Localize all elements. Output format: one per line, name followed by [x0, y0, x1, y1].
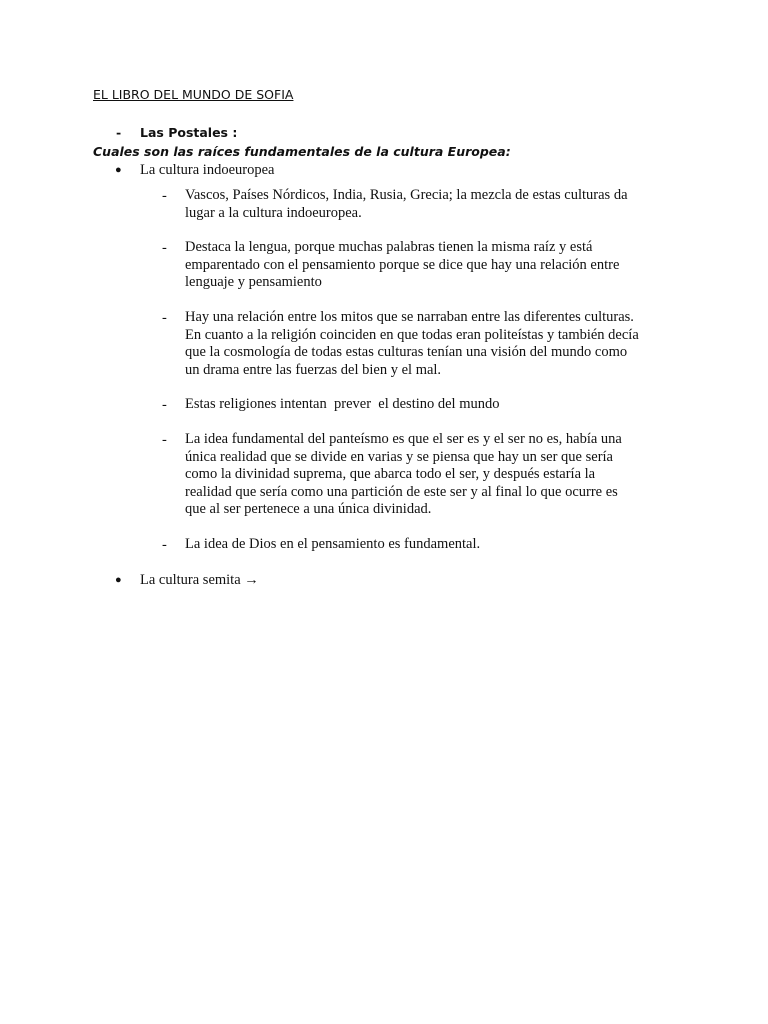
subheading-postales: Las Postales :: [140, 125, 238, 140]
list-item: Hay una relación entre los mitos que se narraban entre las diferentes culturas. En cuanto a la religión coinciden en que todas eran politeístas y también decía que la cosmología de todas estas culturas tenían una visión del mundo como un drama entre las fuerzas del bien y el mal.: [185, 309, 639, 378]
list-item: La idea fundamental del panteísmo es que el ser es y el ser no es, había una única realidad que se divide en varias y se piensa que hay un ser que sería como la divinidad suprema, que abarca todo el ser, y después estaría la realidad que sería como una partición de este ser y al final lo que ocurre es que al ser pertenece a una única divinidad.: [185, 431, 622, 517]
question-heading: Cuales son las raíces fundamentales de la cultura Europea:: [93, 144, 511, 159]
list-item: Vascos, Países Nórdicos, India, Rusia, Grecia; la mezcla de estas culturas da lugar a la cultura indoeuropea.: [185, 187, 628, 221]
dash-marker: -: [162, 188, 167, 204]
list-item: Estas religiones intentan prever el destino del mundo: [185, 396, 500, 412]
dash-marker: -: [162, 240, 167, 256]
list-item: La idea de Dios en el pensamiento es fundamental.: [185, 536, 481, 552]
dash-marker: -: [162, 310, 167, 326]
section-label-indoeuropea: La cultura indoeuropea: [140, 162, 275, 178]
list-item: Destaca la lengua, porque muchas palabras tienen la misma raíz y está emparentado con el pensamiento porque se dice que hay una relación entre lenguaje y pensamiento: [185, 239, 620, 290]
section-label-semita: La cultura semita →: [140, 572, 259, 588]
bullet-icon: ●: [115, 574, 122, 586]
dash-marker: -: [162, 397, 167, 413]
dash-marker: -: [162, 537, 167, 553]
dash-marker: -: [162, 432, 167, 448]
subheading-dash: -: [116, 125, 122, 140]
document-title: EL LIBRO DEL MUNDO DE SOFIA: [93, 87, 294, 102]
bullet-icon: ●: [115, 164, 122, 176]
